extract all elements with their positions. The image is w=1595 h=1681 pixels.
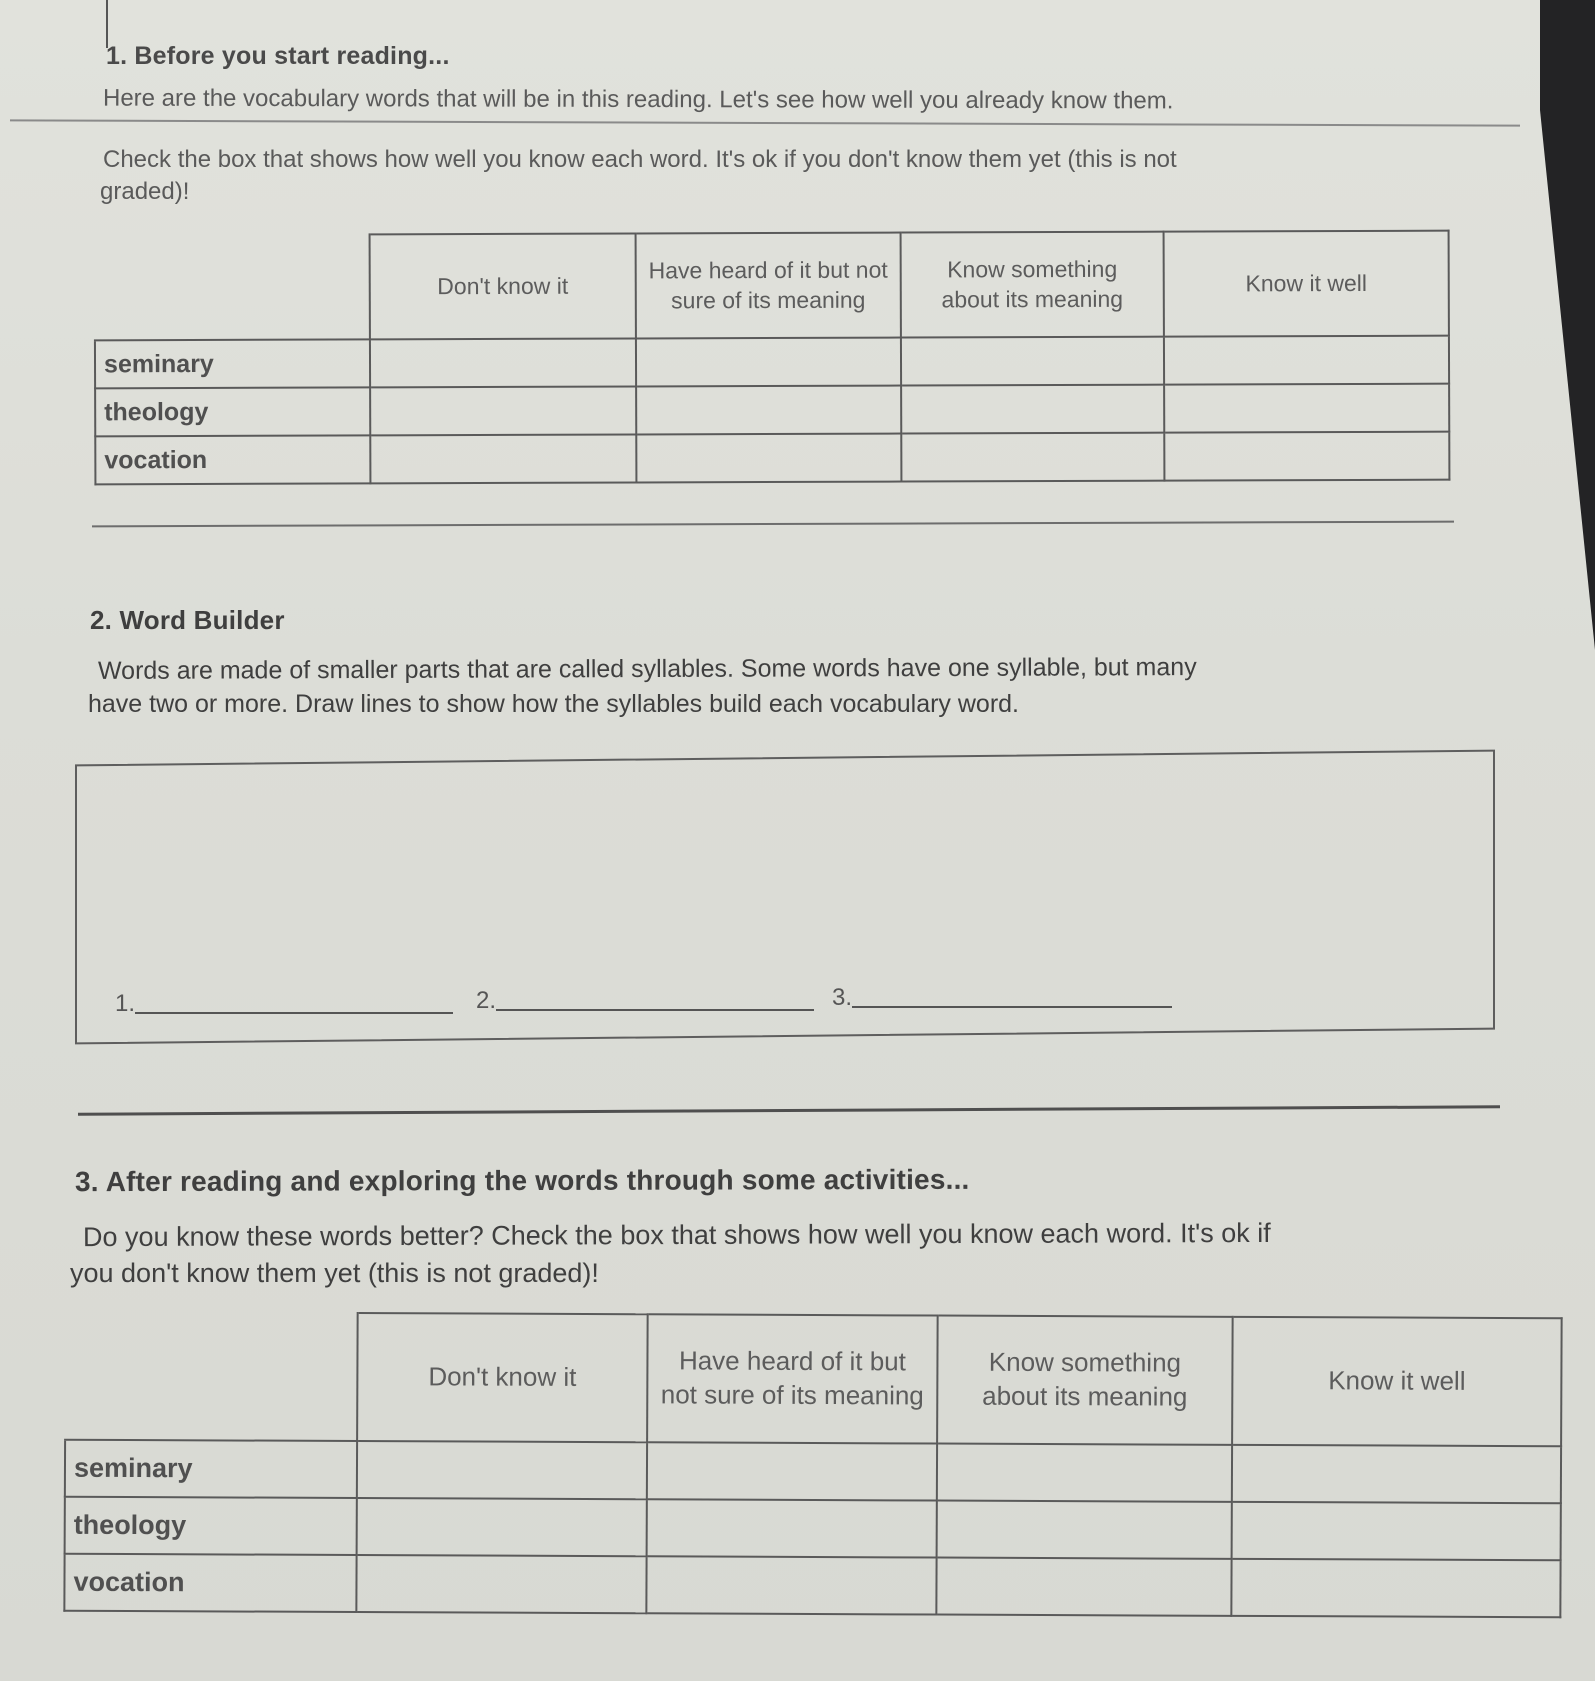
blank-label: 1. [115, 990, 136, 1017]
section3-body-line1: Do you know these words better? Check the box that shows how well you know each word. It's ok if [82, 1217, 1271, 1253]
row-word: theology [65, 1497, 357, 1555]
checkbox-cell[interactable] [646, 1556, 936, 1614]
column-header: Know it well [1232, 1317, 1562, 1446]
section1-instructions-line2: graded)! [100, 178, 190, 205]
checkbox-cell[interactable] [901, 337, 1164, 386]
checkbox-cell[interactable] [370, 386, 636, 435]
column-header: Have heard of it but not sure of its meaning [647, 1314, 938, 1443]
syllable-blank-2[interactable] [476, 987, 814, 1015]
section1-instructions-line1: Check the box that shows how well you know each word. It's ok if you don't know them yet (this is not [103, 146, 1177, 173]
checkbox-cell[interactable] [1232, 1445, 1561, 1503]
checkbox-cell[interactable] [901, 385, 1164, 434]
section3-body-line2: you don't know them yet (this is not graded)! [70, 1258, 599, 1288]
checkbox-cell[interactable] [647, 1442, 937, 1500]
checkbox-cell[interactable] [901, 433, 1164, 482]
checkbox-cell[interactable] [1231, 1559, 1560, 1617]
checkbox-cell[interactable] [370, 434, 636, 483]
row-word: theology [95, 387, 370, 436]
checkbox-cell[interactable] [936, 1558, 1231, 1616]
row-word: vocation [64, 1554, 356, 1612]
answer-line[interactable] [496, 1009, 814, 1011]
row-word: seminary [65, 1440, 357, 1498]
checkbox-cell[interactable] [1164, 336, 1449, 385]
section2-body-line1: Words are made of smaller parts that are called syllables. Some words have one syllable, but many [97, 653, 1197, 685]
checkbox-cell[interactable] [1164, 432, 1449, 481]
checkbox-cell[interactable] [937, 1501, 1232, 1559]
column-header: Have heard of it but not sure of its meaning [636, 233, 901, 339]
answer-line[interactable] [135, 1012, 453, 1014]
checkbox-cell[interactable] [370, 338, 636, 387]
margin-mark [106, 0, 108, 48]
vocabulary-table-before [94, 230, 1451, 486]
checkbox-cell[interactable] [636, 338, 901, 387]
checkbox-cell[interactable] [357, 1498, 647, 1556]
row-word: seminary [95, 339, 370, 388]
section1-intro: Here are the vocabulary words that will be in this reading. Let's see how well you already know them. [102, 84, 1174, 115]
checkbox-cell[interactable] [356, 1555, 646, 1613]
column-header: Don't know it [357, 1313, 648, 1442]
vocabulary-table-after [63, 1311, 1562, 1619]
column-header: Don't know it [370, 233, 636, 339]
table-corner [65, 1312, 358, 1441]
blank-label: 3. [832, 984, 853, 1011]
section2-body-line2: have two or more. Draw lines to show how the syllables build each vocabulary word. [88, 690, 1020, 718]
checkbox-cell[interactable] [357, 1441, 647, 1499]
column-header: Know something about its meaning [937, 1316, 1233, 1445]
section2-heading: 2. Word Builder [90, 605, 285, 635]
checkbox-cell[interactable] [636, 434, 901, 483]
syllable-blank-1[interactable] [115, 990, 453, 1018]
section1-heading: 1. Before you start reading... [106, 42, 450, 70]
checkbox-cell[interactable] [937, 1444, 1232, 1502]
row-word: vocation [95, 435, 370, 484]
section3-heading: 3. After reading and exploring the words through some activities... [74, 1163, 970, 1198]
answer-line[interactable] [852, 1006, 1172, 1008]
column-header: Know it well [1164, 231, 1449, 337]
column-header: Know something about its meaning [901, 232, 1164, 338]
checkbox-cell[interactable] [636, 386, 901, 435]
blank-label: 2. [476, 987, 497, 1014]
checkbox-cell[interactable] [1232, 1502, 1561, 1560]
table-corner [95, 234, 370, 340]
checkbox-cell[interactable] [1164, 384, 1449, 433]
syllable-blank-3[interactable] [832, 984, 1172, 1012]
checkbox-cell[interactable] [647, 1499, 937, 1557]
